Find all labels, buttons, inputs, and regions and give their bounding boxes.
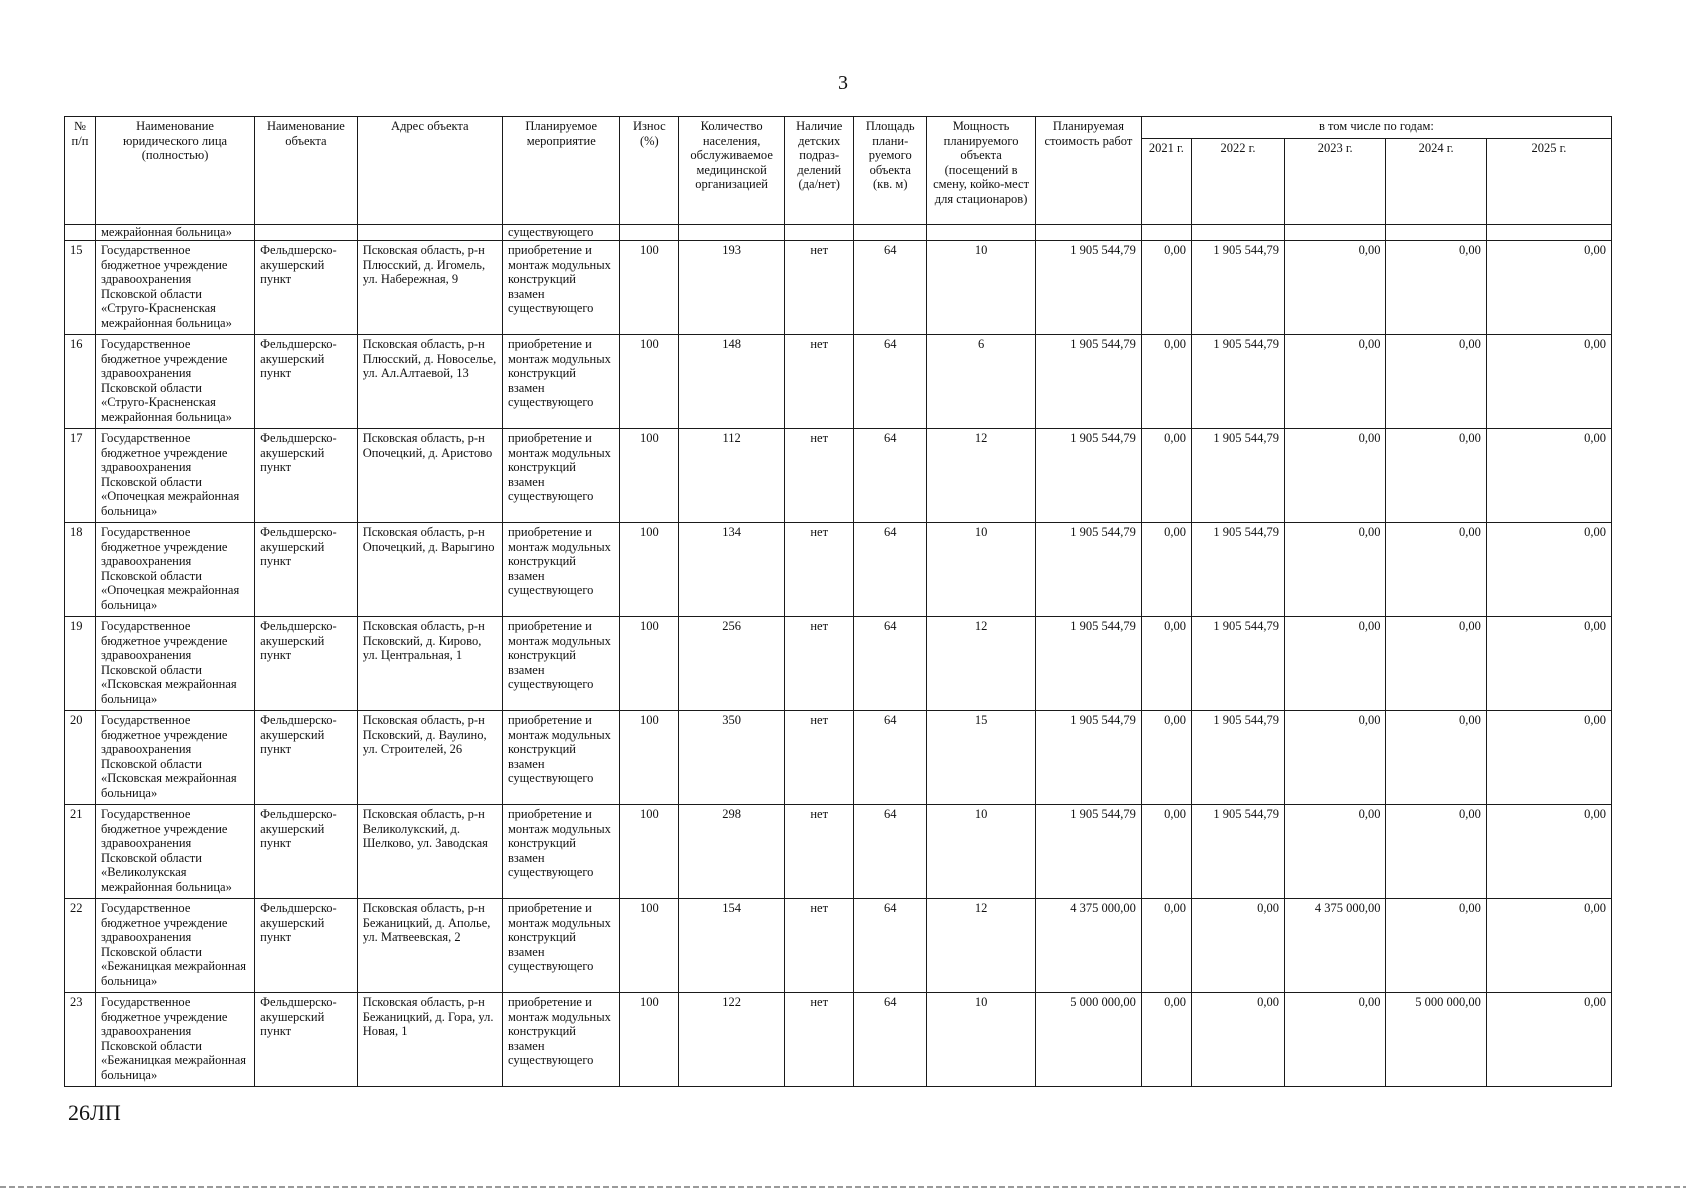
cell-wear: 100 — [620, 429, 679, 523]
cell-y2022: 1 905 544,79 — [1192, 711, 1285, 805]
cell-measure: приобретение и монтаж модульных конструкций взамен существующего — [502, 617, 620, 711]
cell-y2022: 1 905 544,79 — [1192, 523, 1285, 617]
cell-capacity: 10 — [927, 241, 1036, 335]
cell-measure: приобретение и монтаж модульных конструкций взамен существующего — [502, 993, 620, 1087]
cell-area: 64 — [854, 429, 927, 523]
cell-address: Псковская область, р-н Великолукский, д. Шелково, ул. Заводская — [357, 805, 502, 899]
cell-entity: Государственное бюджетное учреждение здравоохранения Псковской области «Псковская межрайонная больница» — [95, 711, 254, 805]
cell-address: Псковская область, р-н Бежаницкий, д. Гора, ул. Новая, 1 — [357, 993, 502, 1087]
cell-capacity: 10 — [927, 805, 1036, 899]
cell-measure: приобретение и монтаж модульных конструкций взамен существующего — [502, 805, 620, 899]
cell-capacity: 6 — [927, 335, 1036, 429]
cell-y2024: 0,00 — [1386, 805, 1486, 899]
cell-object-name: Фельдшерско-акушерский пункт — [255, 523, 358, 617]
cell-children: нет — [785, 241, 854, 335]
cell-measure: приобретение и монтаж модульных конструкций взамен существующего — [502, 899, 620, 993]
cell-population: 154 — [679, 899, 785, 993]
cell-wear: 100 — [620, 335, 679, 429]
cell-population: 122 — [679, 993, 785, 1087]
table-row — [65, 899, 1612, 993]
cell-capacity: 12 — [927, 617, 1036, 711]
cell-y2024: 5 000 000,00 — [1386, 993, 1486, 1087]
cell-y2022: 1 905 544,79 — [1192, 241, 1285, 335]
cell-y2022: 1 905 544,79 — [1192, 617, 1285, 711]
cell-population: 148 — [679, 335, 785, 429]
cell-measure: приобретение и монтаж модульных конструкций взамен существующего — [502, 523, 620, 617]
cell-y2024: 0,00 — [1386, 241, 1486, 335]
cell-object-name: Фельдшерско-акушерский пункт — [255, 241, 358, 335]
cell-y2023: 0,00 — [1284, 993, 1385, 1087]
table-row — [65, 523, 1612, 617]
header-year-2024: 2024 г. — [1386, 139, 1486, 225]
cell-cost: 1 905 544,79 — [1036, 523, 1142, 617]
cell-y2023: 4 375 000,00 — [1284, 899, 1385, 993]
header-year-2021: 2021 г. — [1141, 139, 1191, 225]
cell-children: нет — [785, 429, 854, 523]
cell-area: 64 — [854, 617, 927, 711]
cell-population: 298 — [679, 805, 785, 899]
cell-y2021: 0,00 — [1141, 805, 1191, 899]
cell-area: 64 — [854, 335, 927, 429]
cell-y2023: 0,00 — [1284, 617, 1385, 711]
table-row — [65, 711, 1612, 805]
cell-cost: 5 000 000,00 — [1036, 993, 1142, 1087]
cell-y2023: 0,00 — [1284, 429, 1385, 523]
cell-num: 18 — [65, 523, 96, 617]
cell-area: 64 — [854, 899, 927, 993]
cell-object-name: Фельдшерско-акушерский пункт — [255, 899, 358, 993]
cell-num: 21 — [65, 805, 96, 899]
cell-wear: 100 — [620, 241, 679, 335]
cell-object-name: Фельдшерско-акушерский пункт — [255, 711, 358, 805]
cell-y2025: 0,00 — [1486, 617, 1611, 711]
cell-population: 256 — [679, 617, 785, 711]
cell-address: Псковская область, р-н Плюсский, д. Новоселье, ул. Ал.Алтаевой, 13 — [357, 335, 502, 429]
cell-address: Псковская область, р-н Бежаницкий, д. Аполье, ул. Матвеевская, 2 — [357, 899, 502, 993]
header-area: Площадь плани-руемого объекта (кв. м) — [854, 117, 927, 225]
cell-object-name: Фельдшерско-акушерский пункт — [255, 617, 358, 711]
investment-table — [64, 116, 1612, 1087]
cell-area: 64 — [854, 711, 927, 805]
cell-population: 350 — [679, 711, 785, 805]
cell-cost: 1 905 544,79 — [1036, 335, 1142, 429]
table-header — [65, 117, 1612, 225]
cell-y2025: 0,00 — [1486, 523, 1611, 617]
cell-address: Псковская область, р-н Опочецкий, д. Аристово — [357, 429, 502, 523]
cell-entity: Государственное бюджетное учреждение здравоохранения Псковской области «Опочецкая межрайонная больница» — [95, 523, 254, 617]
cell-y2023: 0,00 — [1284, 523, 1385, 617]
cell-capacity: 12 — [927, 899, 1036, 993]
cell-y2024: 0,00 — [1386, 711, 1486, 805]
table-row — [65, 617, 1612, 711]
header-entity: Наименование юридического лица (полностью) — [95, 117, 254, 225]
cell-y2025: 0,00 — [1486, 335, 1611, 429]
cell-num: 19 — [65, 617, 96, 711]
header-num: № п/п — [65, 117, 96, 225]
cell-cost: 1 905 544,79 — [1036, 805, 1142, 899]
cell-y2023: 0,00 — [1284, 241, 1385, 335]
cell-measure: приобретение и монтаж модульных конструкций взамен существующего — [502, 241, 620, 335]
cell-y2021: 0,00 — [1141, 899, 1191, 993]
header-year-2023: 2023 г. — [1284, 139, 1385, 225]
cell-y2024: 0,00 — [1386, 899, 1486, 993]
scan-artifact-line — [0, 1186, 1686, 1188]
cell-capacity: 12 — [927, 429, 1036, 523]
cell-num: 15 — [65, 241, 96, 335]
cell-entity: Государственное бюджетное учреждение здравоохранения Псковской области «Струго-Красненская межрайонная больница» — [95, 241, 254, 335]
cell-wear: 100 — [620, 617, 679, 711]
cell-children: нет — [785, 993, 854, 1087]
cell-capacity: 15 — [927, 711, 1036, 805]
header-population: Количество населения, обслуживаемое медицинской организацией — [679, 117, 785, 225]
cell-object-name: Фельдшерско-акушерский пункт — [255, 335, 358, 429]
cell-cost: 1 905 544,79 — [1036, 711, 1142, 805]
cell-y2025: 0,00 — [1486, 993, 1611, 1087]
cell-children: нет — [785, 711, 854, 805]
cell-num: 23 — [65, 993, 96, 1087]
cell-cost: 1 905 544,79 — [1036, 617, 1142, 711]
cell-num: 22 — [65, 899, 96, 993]
cell-wear: 100 — [620, 805, 679, 899]
page-number: 3 — [838, 72, 848, 94]
cell-y2021: 0,00 — [1141, 523, 1191, 617]
cell-wear: 100 — [620, 993, 679, 1087]
header-measure: Планируемое мероприятие — [502, 117, 620, 225]
cell-address: Псковская область, р-н Псковский, д. Ваулино, ул. Строителей, 26 — [357, 711, 502, 805]
cell-y2024: 0,00 — [1386, 617, 1486, 711]
cell-area: 64 — [854, 241, 927, 335]
cell-measure: приобретение и монтаж модульных конструкций взамен существующего — [502, 711, 620, 805]
continuation-entity: межрайонная больница» — [95, 225, 254, 241]
cell-address: Псковская область, р-н Плюсский, д. Игомель, ул. Набережная, 9 — [357, 241, 502, 335]
cell-area: 64 — [854, 993, 927, 1087]
cell-address: Псковская область, р-н Опочецкий, д. Варыгино — [357, 523, 502, 617]
cell-address: Псковская область, р-н Псковский, д. Кирово, ул. Центральная, 1 — [357, 617, 502, 711]
table-row — [65, 335, 1612, 429]
cell-y2021: 0,00 — [1141, 617, 1191, 711]
cell-measure: приобретение и монтаж модульных конструкций взамен существующего — [502, 335, 620, 429]
cell-children: нет — [785, 805, 854, 899]
cell-capacity: 10 — [927, 523, 1036, 617]
header-year-2025: 2025 г. — [1486, 139, 1611, 225]
header-by-years: в том числе по годам: — [1141, 117, 1611, 139]
cell-entity: Государственное бюджетное учреждение здравоохранения Псковской области «Великолукская межрайонная больница» — [95, 805, 254, 899]
header-children: Наличие детских подраз-делений (да/нет) — [785, 117, 854, 225]
cell-object-name: Фельдшерско-акушерский пункт — [255, 993, 358, 1087]
cell-num: 16 — [65, 335, 96, 429]
cell-num: 17 — [65, 429, 96, 523]
cell-y2024: 0,00 — [1386, 335, 1486, 429]
cell-area: 64 — [854, 805, 927, 899]
cell-entity: Государственное бюджетное учреждение здравоохранения Псковской области «Опочецкая межрайонная больница» — [95, 429, 254, 523]
cell-entity: Государственное бюджетное учреждение здравоохранения Псковской области «Струго-Красненская межрайонная больница» — [95, 335, 254, 429]
cell-population: 112 — [679, 429, 785, 523]
cell-y2025: 0,00 — [1486, 241, 1611, 335]
cell-entity: Государственное бюджетное учреждение здравоохранения Псковской области «Бежаницкая межрайонная больница» — [95, 993, 254, 1087]
header-capacity: Мощность планируемого объекта (посещений в смену, койко-мест для стационаров) — [927, 117, 1036, 225]
cell-y2021: 0,00 — [1141, 335, 1191, 429]
cell-wear: 100 — [620, 899, 679, 993]
header-year-2022: 2022 г. — [1192, 139, 1285, 225]
cell-y2021: 0,00 — [1141, 711, 1191, 805]
table-body — [65, 225, 1612, 1087]
cell-children: нет — [785, 335, 854, 429]
cell-children: нет — [785, 523, 854, 617]
footer-code: 26ЛП — [68, 1100, 121, 1125]
table-row — [65, 429, 1612, 523]
cell-capacity: 10 — [927, 993, 1036, 1087]
cell-measure: приобретение и монтаж модульных конструкций взамен существующего — [502, 429, 620, 523]
header-cost: Планируемая стоимость работ — [1036, 117, 1142, 225]
cell-y2023: 0,00 — [1284, 335, 1385, 429]
table-row — [65, 993, 1612, 1087]
cell-area: 64 — [854, 523, 927, 617]
cell-y2022: 1 905 544,79 — [1192, 805, 1285, 899]
cell-population: 193 — [679, 241, 785, 335]
header-address: Адрес объекта — [357, 117, 502, 225]
header-wear: Износ (%) — [620, 117, 679, 225]
cell-y2023: 0,00 — [1284, 805, 1385, 899]
table-row — [65, 241, 1612, 335]
cell-y2022: 1 905 544,79 — [1192, 335, 1285, 429]
cell-entity: Государственное бюджетное учреждение здравоохранения Псковской области «Бежаницкая межрайонная больница» — [95, 899, 254, 993]
continuation-row — [65, 225, 1612, 241]
cell-object-name: Фельдшерско-акушерский пункт — [255, 429, 358, 523]
cell-y2022: 0,00 — [1192, 993, 1285, 1087]
continuation-measure: существующего — [502, 225, 620, 241]
cell-cost: 4 375 000,00 — [1036, 899, 1142, 993]
cell-y2021: 0,00 — [1141, 241, 1191, 335]
cell-y2025: 0,00 — [1486, 429, 1611, 523]
cell-y2021: 0,00 — [1141, 429, 1191, 523]
cell-y2024: 0,00 — [1386, 429, 1486, 523]
cell-y2024: 0,00 — [1386, 523, 1486, 617]
cell-y2025: 0,00 — [1486, 805, 1611, 899]
cell-wear: 100 — [620, 523, 679, 617]
cell-children: нет — [785, 617, 854, 711]
cell-y2021: 0,00 — [1141, 993, 1191, 1087]
cell-y2025: 0,00 — [1486, 899, 1611, 993]
table-row — [65, 805, 1612, 899]
cell-object-name: Фельдшерско-акушерский пункт — [255, 805, 358, 899]
cell-y2022: 1 905 544,79 — [1192, 429, 1285, 523]
cell-population: 134 — [679, 523, 785, 617]
cell-cost: 1 905 544,79 — [1036, 241, 1142, 335]
cell-cost: 1 905 544,79 — [1036, 429, 1142, 523]
cell-entity: Государственное бюджетное учреждение здравоохранения Псковской области «Псковская межрайонная больница» — [95, 617, 254, 711]
cell-y2022: 0,00 — [1192, 899, 1285, 993]
cell-wear: 100 — [620, 711, 679, 805]
cell-children: нет — [785, 899, 854, 993]
cell-y2025: 0,00 — [1486, 711, 1611, 805]
header-object-name: Наименование объекта — [255, 117, 358, 225]
cell-y2023: 0,00 — [1284, 711, 1385, 805]
cell-num: 20 — [65, 711, 96, 805]
